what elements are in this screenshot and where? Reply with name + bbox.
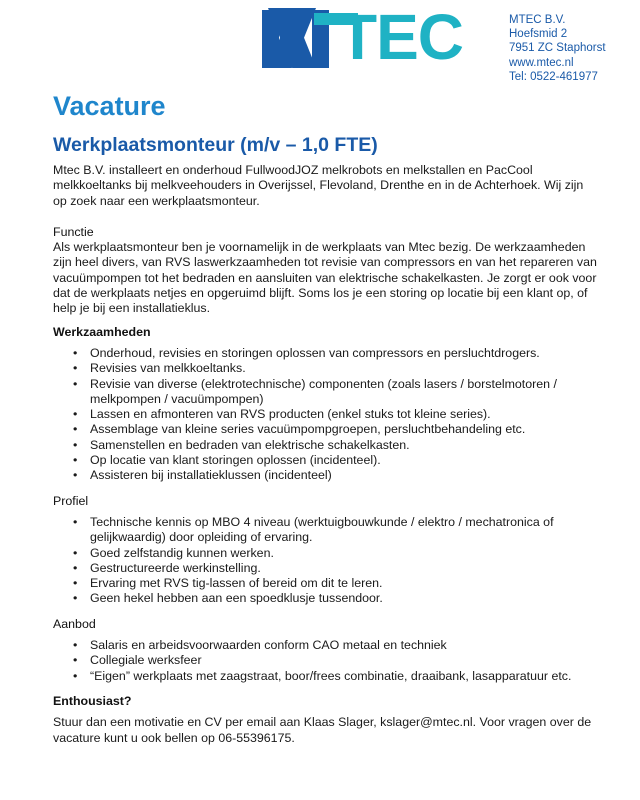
company-website[interactable]: www.mtec.nl	[509, 56, 574, 69]
aanbod-title: Aanbod	[53, 616, 96, 631]
mtec-logo: TEC	[262, 6, 500, 72]
list-item: • Assisteren bij installatieklussen (incidenteel)	[90, 468, 598, 483]
list-item: • Goed zelfstandig kunnen werken.	[90, 546, 598, 561]
company-street: Hoefsmid 2	[509, 28, 568, 41]
list-item: • Op locatie van klant storingen oplossen (incidenteel).	[90, 453, 598, 468]
list-item: • Onderhoud, revisies en storingen oplossen van compressors en persluchtdrogers.	[90, 346, 598, 361]
aanbod-list	[53, 638, 598, 684]
company-address	[509, 13, 606, 84]
functie-text: Als werkplaatsmonteur ben je voornamelijk in de werkplaats van Mtec bezig. De werkzaamheden zijn heel divers, van RVS laswerkzaamheden tot revisie van compressors en van het repareren van vacuümpompen tot het bedraden en aansluiten van elektrische schakelkasten. Je zorgt er ook voor dat de werkplaats netjes en opgeruimd blijft. Soms los je een storing op locatie bij een klant op, of help je bij een installatieklus.	[53, 240, 597, 316]
enthousiast-text: Stuur dan een motivatie en CV per email aan Klaas Slager, kslager@mtec.nl. Voor vragen over de vacature kunt u ook bellen op 06-55396175.	[53, 715, 592, 745]
company-phone: Tel: 0522-461977	[509, 70, 598, 83]
list-item: • “Eigen” werkplaats met zaagstraat, boor/frees combinatie, draaibank, lasapparatuur etc.	[90, 669, 598, 684]
company-city: 7951 ZC Staphorst	[509, 42, 606, 55]
list-item: • Collegiale werksfeer	[90, 653, 598, 668]
enthousiast-title: Enthousiast?	[53, 693, 132, 708]
page-heading: Vacature	[53, 91, 166, 121]
profiel-title: Profiel	[53, 493, 89, 508]
list-item: • Revisies van melkkoeltanks.	[90, 361, 598, 376]
list-item: • Ervaring met RVS tig-lassen of bereid om dit te leren.	[90, 576, 598, 591]
company-name: MTEC B.V.	[509, 14, 566, 26]
werkzaamheden-title: Werkzaamheden	[53, 324, 151, 339]
list-item: • Revisie van diverse (elektrotechnische) componenten (zoals lasers / borstelmotoren / melkpompen / vacuümpompen)	[90, 377, 598, 408]
vacancy-content	[53, 91, 598, 746]
list-item: • Salaris en arbeidsvoorwaarden conform CAO metaal en techniek	[90, 638, 598, 653]
list-item: • Technische kennis op MBO 4 niveau (werktuigbouwkunde / elektro / mechatronica of gelijkwaardig) door opleiding of ervaring.	[90, 515, 598, 546]
list-item: • Geen hekel hebben aan een spoedklusje tussendoor.	[90, 591, 598, 606]
list-item: • Samenstellen en bedraden van elektrische schakelkasten.	[90, 438, 598, 453]
job-title: Werkplaatsmonteur (m/v – 1,0 FTE)	[53, 134, 378, 156]
list-item: • Assemblage van kleine series vacuümpompgroepen, persluchtbehandeling etc.	[90, 422, 598, 437]
intro-text: Mtec B.V. installeert en onderhoud FullwoodJOZ melkrobots en melkstallen en PacCool melkkoeltanks bij melkveehouders in Overijssel, Flevoland, Drenthe en in de Achterhoek. Wij zijn op zoek naar een werkplaatsmonteur.	[53, 163, 584, 208]
werkzaamheden-list	[53, 346, 598, 484]
profiel-list	[53, 515, 598, 607]
list-item: • Gestructureerde werkinstelling.	[90, 561, 598, 576]
list-item: • Lassen en afmonteren van RVS producten (enkel stuks tot kleine series).	[90, 407, 598, 422]
functie-title: Functie	[53, 224, 94, 239]
page-header	[0, 0, 640, 90]
